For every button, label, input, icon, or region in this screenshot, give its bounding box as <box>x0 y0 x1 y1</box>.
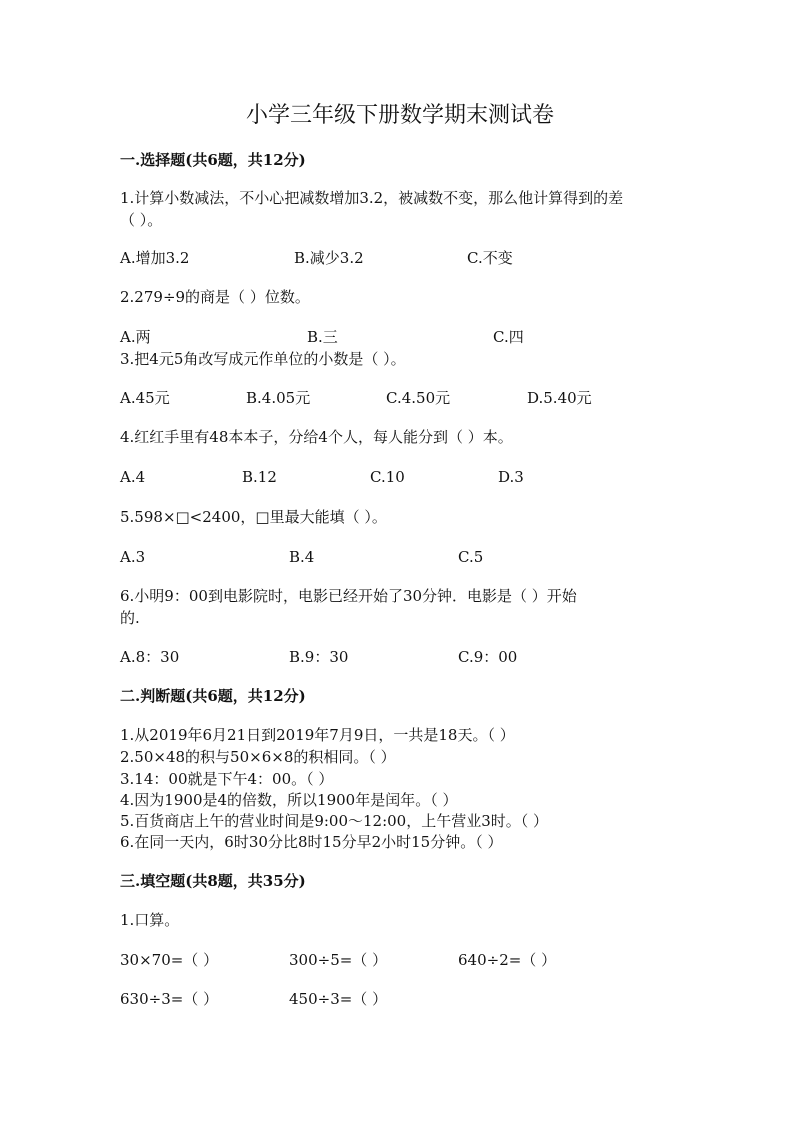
question-1-option-b: B.减少3.2 <box>294 249 364 267</box>
judge-item-4: 4.因为1900是4的倍数，所以1900年是闰年。（ ） <box>120 791 458 809</box>
question-2-option-c: C.四 <box>493 328 524 346</box>
question-6-text-cont: 的. <box>120 609 140 627</box>
fill-question-1: 1.口算。 <box>120 911 180 929</box>
fill-item: 450÷3=（ ） <box>289 990 388 1008</box>
question-1-option-c: C.不变 <box>467 249 513 267</box>
judge-item-6: 6.在同一天内，6时30分比8时15分早2小时15分钟。（ ） <box>120 833 503 851</box>
section-heading-fill: 三.填空题(共8题，共35分) <box>120 872 306 890</box>
question-3-text: 3.把4元5角改写成元作单位的小数是（ ）。 <box>120 350 406 368</box>
section-heading-choice: 一.选择题(共6题，共12分) <box>120 151 306 169</box>
question-6-option-b: B.9：30 <box>289 648 349 666</box>
judge-item-2: 2.50×48的积与50×6×8的积相同。（ ） <box>120 748 396 766</box>
question-3-option-b: B.4.05元 <box>246 389 311 407</box>
page-title: 小学三年级下册数学期末测试卷 <box>245 103 554 128</box>
question-2-text: 2.279÷9的商是（ ）位数。 <box>120 288 310 306</box>
question-6-option-c: C.9：00 <box>458 648 518 666</box>
question-3-option-a: A.45元 <box>120 389 170 407</box>
judge-item-3: 3.14：00就是下午4：00。（ ） <box>120 770 334 788</box>
fill-item: 640÷2=（ ） <box>458 951 557 969</box>
question-5-text: 5.598×□<2400，□里最大能填（ ）。 <box>120 508 387 526</box>
judge-item-1: 1.从2019年6月21日到2019年7月9日，一共是18天。（ ） <box>120 726 515 744</box>
fill-item: 630÷3=（ ） <box>120 990 219 1008</box>
question-3-option-d: D.5.40元 <box>527 389 592 407</box>
question-4-option-a: A.4 <box>120 468 146 486</box>
question-6-option-a: A.8：30 <box>120 648 180 666</box>
question-1-option-a: A.增加3.2 <box>120 249 190 267</box>
question-4-option-c: C.10 <box>370 468 405 486</box>
question-5-option-b: B.4 <box>289 548 315 566</box>
question-4-option-b: B.12 <box>242 468 277 486</box>
fill-item: 300÷5=（ ） <box>289 951 388 969</box>
question-3-option-c: C.4.50元 <box>386 389 451 407</box>
question-1-text-cont: （ ）。 <box>120 211 163 229</box>
question-2-option-b: B.三 <box>307 328 338 346</box>
question-5-option-c: C.5 <box>458 548 484 566</box>
judge-item-5: 5.百货商店上午的营业时间是9:00～12:00，上午营业3时。（ ） <box>120 812 549 830</box>
question-4-option-d: D.3 <box>498 468 524 486</box>
question-4-text: 4.红红手里有48本本子，分给4个人，每人能分到（ ）本。 <box>120 428 513 446</box>
question-5-option-a: A.3 <box>120 548 146 566</box>
section-heading-judge: 二.判断题(共6题，共12分) <box>120 687 306 705</box>
fill-item: 30×70=（ ） <box>120 951 219 969</box>
question-6-text: 6.小明9：00到电影院时，电影已经开始了30分钟．电影是（ ）开始 <box>120 587 577 605</box>
question-2-option-a: A.两 <box>120 328 151 346</box>
question-1-text: 1.计算小数减法，不小心把减数增加3.2，被减数不变，那么他计算得到的差 <box>120 189 624 207</box>
